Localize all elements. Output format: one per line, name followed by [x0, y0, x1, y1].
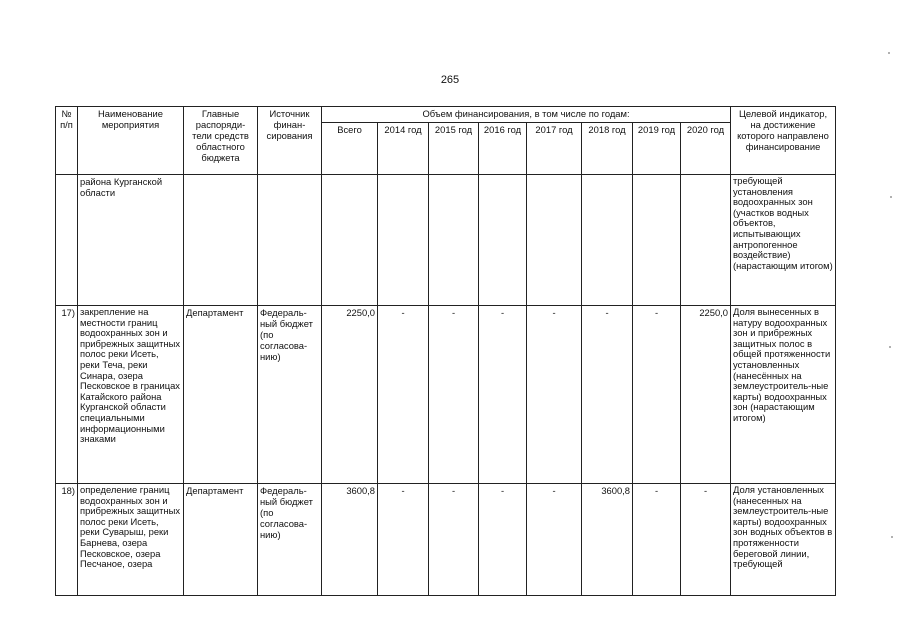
- header-name: Наименование мероприятия: [78, 107, 184, 175]
- row-value: -: [429, 306, 479, 484]
- header-year: 2019 год: [633, 123, 681, 175]
- row-no: 17): [56, 306, 78, 484]
- header-managers: Главные распоряди-тели средств областного бюджета: [184, 107, 258, 175]
- header-source: Источник финан-сирования: [258, 107, 322, 175]
- row-value: -: [633, 484, 681, 596]
- table-row: [56, 484, 836, 596]
- row-source: Федераль-ный бюджет (по согласова-нию): [258, 484, 322, 596]
- row-no: [56, 175, 78, 306]
- header-indicator: Целевой индикатор, на достижение которого направлено финансирование: [731, 107, 836, 175]
- row-indicator: требующей установления водоохранных зон (участков водных объектов, испытывающих антропогенное воздействие) (нарастающим итогом): [731, 175, 836, 306]
- row-total: 2250,0: [322, 306, 378, 484]
- table-row: [56, 175, 836, 306]
- row-value: -: [378, 484, 429, 596]
- row-value: -: [633, 306, 681, 484]
- page-number: 265: [440, 74, 460, 86]
- row-indicator: Доля установленных (нанесенных на землеустроитель-ные карты) водоохранных зон водных объектов в протяженности береговой линии, требующей: [731, 484, 836, 596]
- header-volume: Объем финансирования, в том числе по годам:: [322, 107, 731, 123]
- row-value: [378, 175, 429, 306]
- row-source: [258, 175, 322, 306]
- row-value: [479, 175, 527, 306]
- scan-speck: [890, 196, 892, 198]
- row-total: 3600,8: [322, 484, 378, 596]
- row-manager: Департамент: [184, 306, 258, 484]
- row-manager: Департамент: [184, 484, 258, 596]
- row-manager: [184, 175, 258, 306]
- scan-speck: [888, 52, 890, 54]
- header-year: 2020 год: [681, 123, 731, 175]
- row-value: -: [582, 306, 633, 484]
- row-value: -: [378, 306, 429, 484]
- header-year: 2018 год: [582, 123, 633, 175]
- row-total: [322, 175, 378, 306]
- financing-table: [55, 106, 836, 596]
- header-no: № п/п: [56, 107, 78, 175]
- row-source: Федераль-ный бюджет (по согласова-нию): [258, 306, 322, 484]
- row-value: [429, 175, 479, 306]
- row-value: -: [429, 484, 479, 596]
- row-indicator: Доля вынесенных в натуру водоохранных зон и прибрежных защитных полос в общей протяженности установленных (нанесённых на землеустроитель-ные карты) водоохранных зон (нарастающим итогом): [731, 306, 836, 484]
- row-value: -: [527, 484, 582, 596]
- row-value: -: [479, 306, 527, 484]
- scan-speck: [889, 346, 891, 348]
- row-name: закрепление на местности границ водоохранных зон и прибрежных защитных полос реки Исеть, реки Теча, реки Синара, озера Песковское в границах Катайского района Курганской области специальными информационными знаками: [78, 306, 184, 484]
- row-value: 3600,8: [582, 484, 633, 596]
- row-value: [633, 175, 681, 306]
- header-year: 2014 год: [378, 123, 429, 175]
- header-year: 2016 год: [479, 123, 527, 175]
- row-value: [681, 175, 731, 306]
- header-year: 2015 год: [429, 123, 479, 175]
- row-value: -: [681, 484, 731, 596]
- row-value: -: [527, 306, 582, 484]
- header-total: Всего: [322, 123, 378, 175]
- row-name: определение границ водоохранных зон и прибрежных защитных полос реки Исеть, реки Суварыш, реки Барнева, озера Песковское, озера Песчаное, озера: [78, 484, 184, 596]
- row-name: района Курганской области: [78, 175, 184, 306]
- row-no: 18): [56, 484, 78, 596]
- row-value: [527, 175, 582, 306]
- row-value: 2250,0: [681, 306, 731, 484]
- row-value: -: [479, 484, 527, 596]
- header-year: 2017 год: [527, 123, 582, 175]
- scan-speck: [891, 536, 893, 538]
- table-row: [56, 306, 836, 484]
- row-value: [582, 175, 633, 306]
